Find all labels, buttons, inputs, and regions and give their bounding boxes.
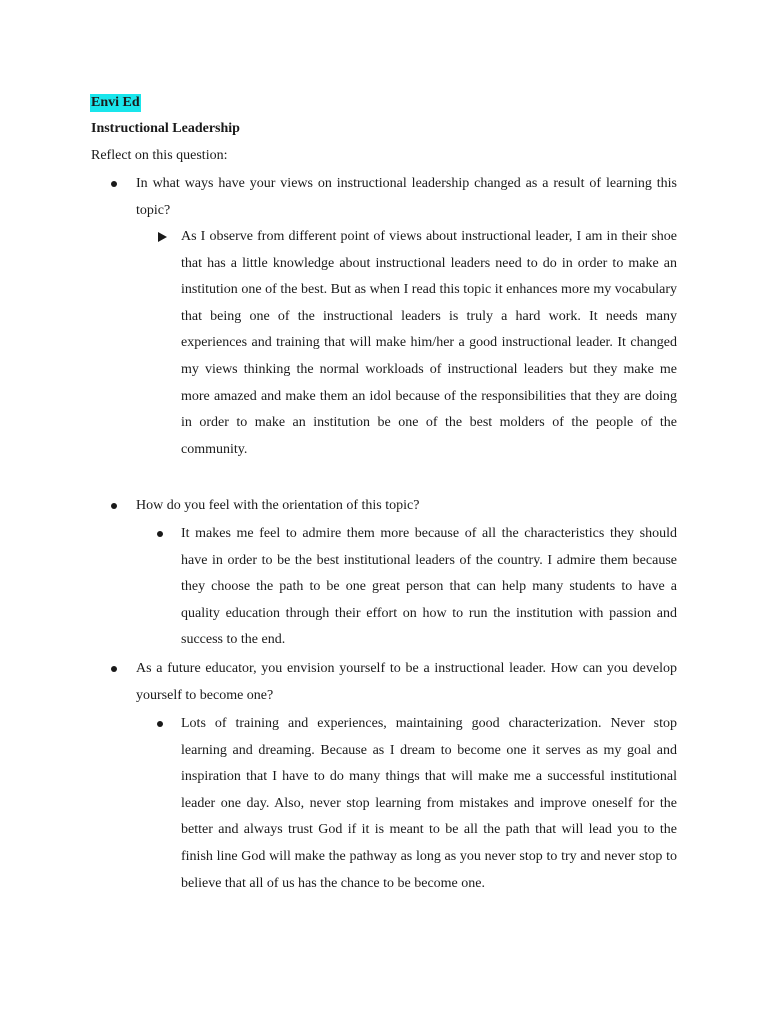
question-1: In what ways have your views on instructional leadership changed as a result of learning this topic?: [136, 176, 677, 218]
arrow-bullet-icon: [158, 224, 167, 251]
bullet-icon: [111, 171, 117, 198]
bullet-icon: [111, 493, 117, 520]
bullet-icon: [157, 711, 163, 738]
question-2: How do you feel with the orientation of this topic?: [136, 498, 420, 513]
reflection-prompt: Reflect on this question:: [91, 148, 228, 163]
answer-2: It makes me feel to admire them more because of all the characteristics they should have in order to be the best institutional leaders of the country. I admire them because they choose the path to be one great person that can help many students to have a quality education through their effort on how to run the institution with passion and success to the end.: [181, 526, 677, 648]
question-3: As a future educator, you envision yourself to be a instructional leader. How can you develop yourself to become one?: [136, 661, 677, 703]
answer-1: As I observe from different point of views about instructional leader, I am in their shoe that has a little knowledge about instructional leaders need to do in order to make an institution one of the best. But as when I read this topic it enhances more my vocabulary that being one of the instructional leaders is truly a hard work. It needs many experiences and training that will make him/her a good instructional leader. It changed my views thinking the normal workloads of instructional leaders but they make me more amazed and make them an idol because of the responsibilities that they are doing in order to make an institution be one of the best molders of the people of the community.: [181, 229, 677, 457]
document-heading: Envi Ed: [91, 95, 140, 110]
document-subtitle: Instructional Leadership: [91, 121, 240, 136]
bullet-icon: [111, 656, 117, 683]
answer-3: Lots of training and experiences, maintaining good characterization. Never stop learning and dreaming. Because as I dream to become one it serves as my goal and inspiration that I have to do many things that will make me a successful institutional leader one day. Also, never stop learning from mistakes and improve oneself for the better and always trust God if it is meant to be all the path that will lead you to the finish line God will make the pathway as long as you never stop to try and never stop to believe that all of us has the chance to be become one.: [181, 716, 677, 891]
bullet-icon: [157, 521, 163, 548]
